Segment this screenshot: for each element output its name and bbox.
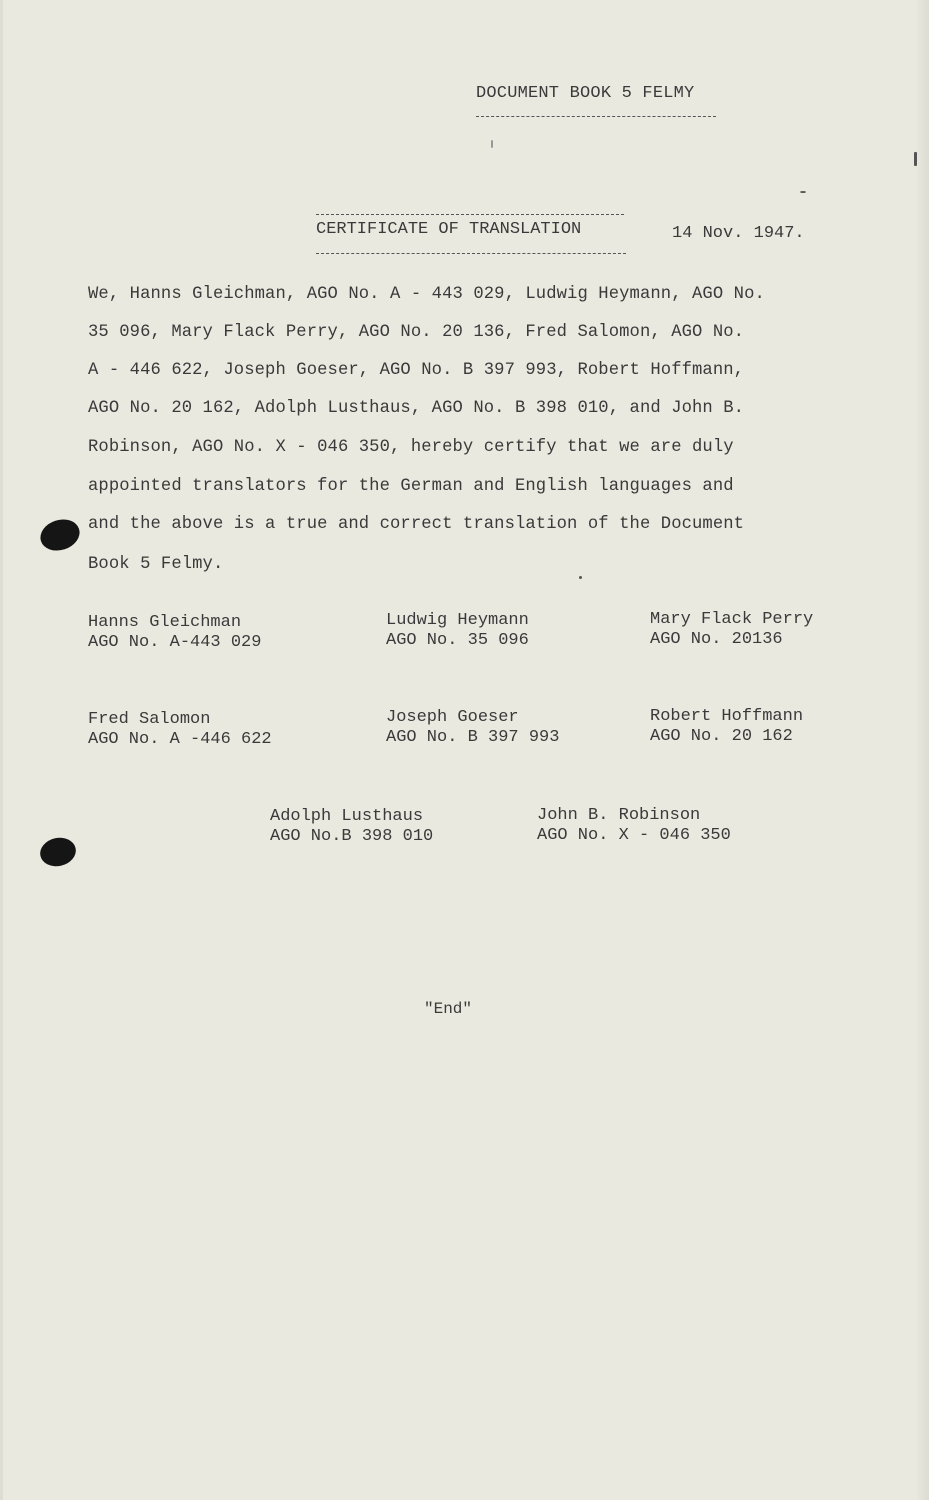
body-line: and the above is a true and correct translation of the Document [88,515,745,534]
certificate-date: 14 Nov. 1947. [672,224,805,243]
signatory-block [386,708,559,748]
signatory-ago-number: AGO No. 20136 [650,630,783,649]
body-line: appointed translators for the German and English languages and [88,477,734,496]
signatory-name: John B. Robinson [537,806,701,825]
body-line: We, Hanns Gleichman, AGO No. A - 443 029, Ludwig Heymann, AGO No. [88,285,765,304]
signatory-block [88,710,272,750]
signatory-ago-number: AGO No.B 398 010 [270,827,434,846]
certificate-title: CERTIFICATE OF TRANSLATION [316,220,582,239]
signatory-name: Ludwig Heymann [386,611,529,630]
signatory-ago-number: AGO No. 35 096 [386,631,529,650]
signatory-name: Fred Salomon [88,710,211,729]
body-line: Book 5 Felmy. [88,555,224,574]
paper-right-edge [915,0,929,1500]
signatory-block [650,707,803,747]
signatory-ago-number: AGO No. B 397 993 [386,728,560,747]
punch-hole-icon [37,835,78,870]
signatory-ago-number: AGO No. A-443 029 [88,633,262,652]
document-reference: DOCUMENT BOOK 5 FELMY [476,84,695,103]
body-line: AGO No. 20 162, Adolph Lusthaus, AGO No. B 398 010, and John B. [88,399,745,418]
paper-speck [800,191,806,193]
signatory-name: Mary Flack Perry [650,610,814,629]
body-line: Robinson, AGO No. X - 046 350, hereby certify that we are duly [88,438,734,457]
signatory-ago-number: AGO No. A -446 622 [88,730,272,749]
signatory-block [386,611,529,651]
reference-underline [476,116,716,117]
signatory-name: Robert Hoffmann [650,707,804,726]
paper-speck [914,152,917,166]
signatory-block [88,613,261,653]
paper-speck [491,140,493,148]
signatory-name: Adolph Lusthaus [270,807,424,826]
signatory-name: Hanns Gleichman [88,613,242,632]
signatory-block [537,806,731,846]
title-overline [316,214,624,215]
title-underline [316,253,626,254]
signatory-ago-number: AGO No. X - 046 350 [537,826,731,845]
signatory-ago-number: AGO No. 20 162 [650,727,793,746]
signatory-name: Joseph Goeser [386,708,519,727]
signatory-block [270,807,433,847]
signatory-block [650,610,813,650]
end-marker: "End" [424,1000,473,1018]
paper-speck [579,576,582,579]
paper-left-edge [0,0,3,1500]
body-line: A - 446 622, Joseph Goeser, AGO No. B 397 993, Robert Hoffmann, [88,361,745,380]
body-line: 35 096, Mary Flack Perry, AGO No. 20 136, Fred Salomon, AGO No. [88,323,745,342]
punch-hole-icon [36,515,83,556]
